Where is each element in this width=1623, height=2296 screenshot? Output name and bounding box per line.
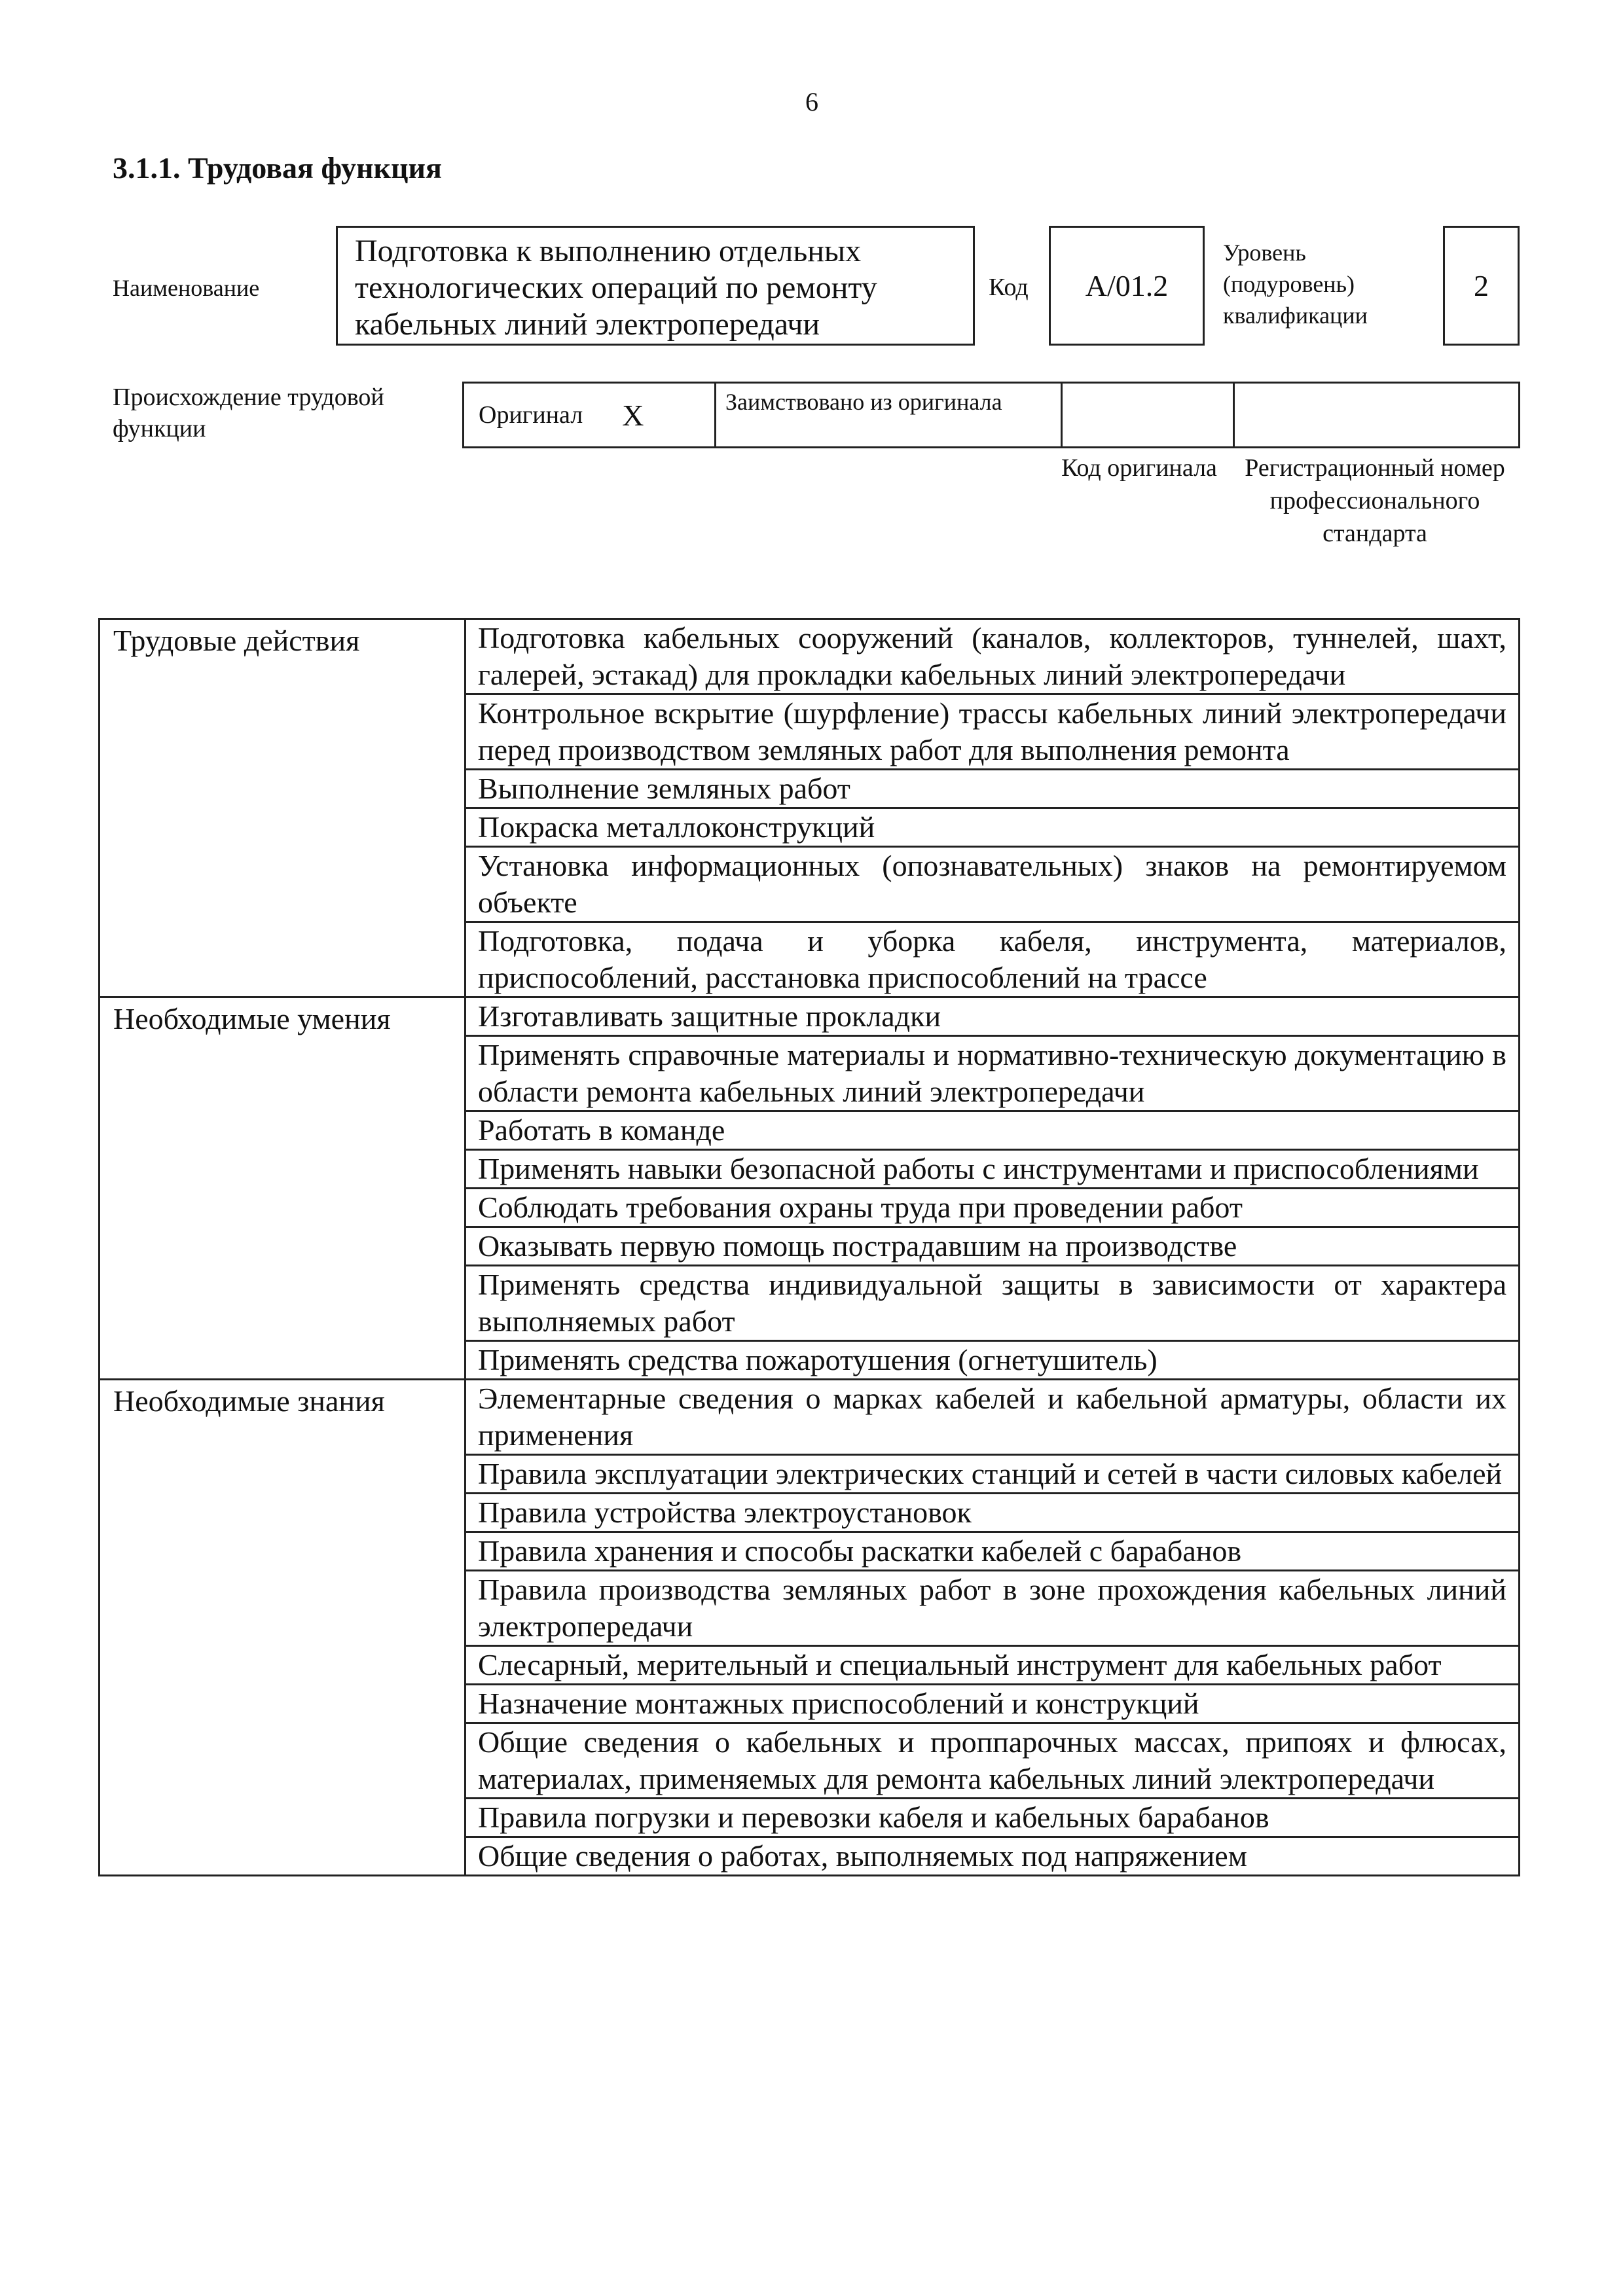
qualification-level-label-text: Уровень (подуровень) квалификации: [1223, 240, 1368, 329]
list-item: Контрольное вскрытие (шурфление) трассы кабельных линий электропередачи перед производством земляных работ для выполнения ремонта: [465, 694, 1520, 770]
origin-borrowed-label: Заимствовано из оригинала: [725, 389, 1002, 415]
origin-borrowed-cell: [714, 382, 1061, 448]
table-row: [100, 1380, 1520, 1455]
table-row: [100, 997, 1520, 1036]
origin-label: [113, 382, 440, 444]
list-item: Подготовка кабельных сооружений (каналов, коллекторов, туннелей, шахт, галерей, эстакад) для прокладки кабельных линий электропередачи: [465, 619, 1520, 694]
origin-original-mark: X: [622, 398, 644, 432]
origin-reg-caption-text: Регистрационный номер профессионального стандарта: [1245, 454, 1505, 547]
code-label: Код: [989, 274, 1029, 301]
list-item: Выполнение земляных работ: [465, 770, 1520, 808]
details-table-body: [100, 619, 1520, 1876]
table-row: [100, 619, 1520, 694]
qualification-level-field: 2: [1443, 226, 1520, 346]
section-heading: Необходимые знания: [100, 1380, 465, 1876]
qualification-level-label: [1223, 237, 1432, 331]
list-item: Применять навыки безопасной работы с инструментами и приспособлениями: [465, 1150, 1520, 1189]
list-item: Элементарные сведения о марках кабелей и кабельной арматуры, области их применения: [465, 1380, 1520, 1455]
list-item: Слесарный, мерительный и специальный инструмент для кабельных работ: [465, 1646, 1520, 1685]
origin-reg-caption: [1231, 452, 1519, 550]
list-item: Правила хранения и способы раскатки кабелей с барабанов: [465, 1532, 1520, 1571]
section-title: 3.1.1. Трудовая функция: [113, 151, 442, 185]
function-code-field: А/01.2: [1049, 226, 1205, 346]
list-item: Применять средства пожаротушения (огнетушитель): [465, 1341, 1520, 1380]
list-item: Изготавливать защитные прокладки: [465, 997, 1520, 1036]
list-item: Соблюдать требования охраны труда при проведении работ: [465, 1189, 1520, 1227]
origin-label-text: Происхождение трудовой функции: [113, 384, 384, 442]
section-heading: Трудовые действия: [100, 619, 465, 997]
list-item: Установка информационных (опознавательных) знаков на ремонтируемом объекте: [465, 847, 1520, 922]
list-item: Общие сведения о работах, выполняемых под напряжением: [465, 1837, 1520, 1876]
function-details-table: [98, 618, 1520, 1876]
list-item: Работать в команде: [465, 1111, 1520, 1150]
origin-original-label: Оригинал: [479, 401, 583, 429]
list-item: Правила устройства электроустановок: [465, 1494, 1520, 1532]
origin-code-caption: [1054, 452, 1224, 484]
origin-original-cell: [462, 382, 714, 448]
list-item: Покраска металлоконструкций: [465, 808, 1520, 847]
list-item: Правила производства земляных работ в зоне прохождения кабельных линий электропередачи: [465, 1571, 1520, 1646]
list-item: Правила погрузки и перевозки кабеля и кабельных барабанов: [465, 1799, 1520, 1837]
list-item: Применять средства индивидуальной защиты в зависимости от характера выполняемых работ: [465, 1266, 1520, 1341]
section-heading: Необходимые умения: [100, 997, 465, 1380]
function-name-field: Подготовка к выполнению отдельных технологических операций по ремонту кабельных линий электропередачи: [336, 226, 975, 346]
list-item: Правила эксплуатации электрических станций и сетей в части силовых кабелей: [465, 1455, 1520, 1494]
list-item: Подготовка, подача и уборка кабеля, инструмента, материалов, приспособлений, расстановка приспособлений на трассе: [465, 922, 1520, 997]
page-number: 6: [805, 87, 818, 117]
name-label: Наименование: [113, 275, 260, 301]
origin-code-cell: [1061, 382, 1233, 448]
list-item: Применять справочные материалы и нормативно-техническую документацию в области ремонта кабельных линий электропередачи: [465, 1036, 1520, 1111]
origin-code-caption-text: Код оригинала: [1061, 454, 1217, 482]
list-item: Общие сведения о кабельных и проппарочных массах, припоях и флюсах, материалах, применяемых для ремонта кабельных линий электропередачи: [465, 1723, 1520, 1799]
list-item: Оказывать первую помощь пострадавшим на производстве: [465, 1227, 1520, 1266]
origin-table: [462, 382, 1520, 448]
origin-reg-number-cell: [1233, 382, 1520, 448]
list-item: Назначение монтажных приспособлений и конструкций: [465, 1685, 1520, 1723]
